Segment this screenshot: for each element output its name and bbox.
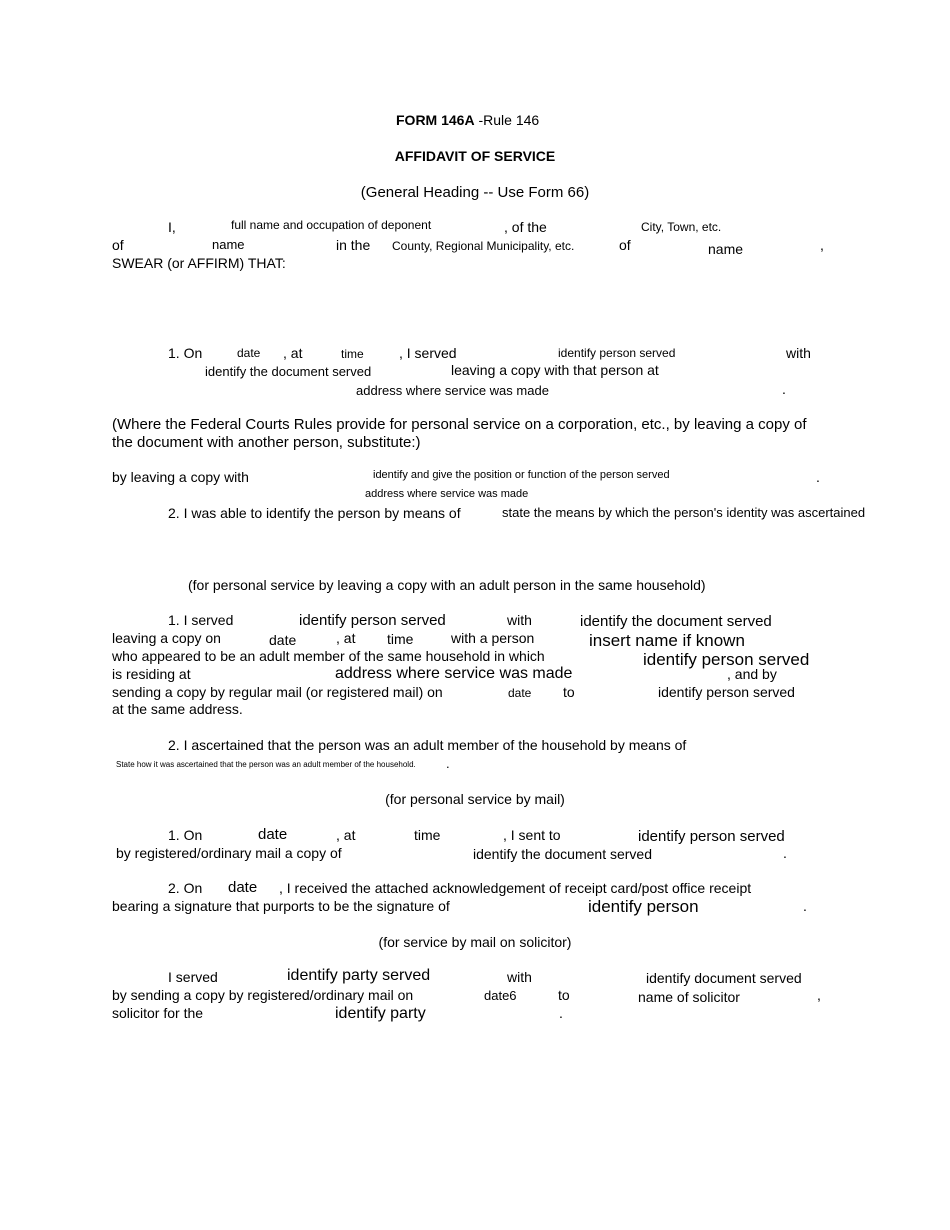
intro-i: I, xyxy=(168,219,176,235)
s3-at: , at xyxy=(336,827,356,843)
intro-of-the: , of the xyxy=(504,219,547,235)
general-heading: (General Heading -- Use Form 66) xyxy=(360,184,590,201)
s1-date-field[interactable]: date xyxy=(237,346,261,360)
s1-time-field[interactable]: time xyxy=(341,347,364,361)
s3-document-field[interactable]: identify the document served xyxy=(473,846,652,862)
s4-i-served: I served xyxy=(168,969,218,985)
s2-p2: 2. I ascertained that the person was an adult member of the household by means of xyxy=(168,737,687,753)
s3-date2-field[interactable]: date xyxy=(228,879,258,896)
s2-same-address: at the same address. xyxy=(112,701,243,717)
s3-period2: . xyxy=(803,898,807,914)
s2-period: . xyxy=(446,756,450,771)
s2-with: with xyxy=(507,612,532,628)
s3-person-served-field[interactable]: identify person served xyxy=(638,828,785,845)
name2-field[interactable]: name xyxy=(708,241,744,257)
s4-solicitor-for: solicitor for the xyxy=(112,1005,204,1021)
s1-by-leaving: by leaving a copy with xyxy=(112,469,249,485)
s2-heading: (for personal service by leaving a copy with an adult person in the same household) xyxy=(188,577,706,593)
s2-sending: sending a copy by regular mail (or registered mail) on xyxy=(112,684,443,700)
s3-p2-on: 2. On xyxy=(168,880,203,896)
s4-period: . xyxy=(559,1005,563,1021)
s2-person-served-field[interactable]: identify person served xyxy=(299,612,446,629)
s3-time-field[interactable]: time xyxy=(414,827,441,843)
s2-time-field[interactable]: time xyxy=(387,631,414,647)
s1-leaving-copy: leaving a copy with that person at xyxy=(451,362,659,378)
s2-adult-member: who appeared to be an adult member of the same household in which xyxy=(112,648,545,664)
s4-party-served-field[interactable]: identify party served xyxy=(287,967,431,984)
swear-statement: SWEAR (or AFFIRM) THAT: xyxy=(112,255,286,271)
s4-solicitor-name-field[interactable]: name of solicitor xyxy=(638,989,740,1005)
s3-heading: (for personal service by mail) xyxy=(385,791,565,807)
s2-is-residing: is residing at xyxy=(112,666,191,682)
s2-date-field[interactable]: date xyxy=(269,632,297,648)
s4-party-field[interactable]: identify party xyxy=(335,1005,426,1022)
s3-sent-to: , I sent to xyxy=(503,827,561,843)
city-field[interactable]: City, Town, etc. xyxy=(641,220,722,234)
s2-with-person: with a person xyxy=(451,630,535,646)
s2-leaving-on: leaving a copy on xyxy=(112,630,221,646)
intro-of: of xyxy=(112,237,124,253)
substitute-note-2: the document with another person, substitute:) xyxy=(112,434,421,451)
s3-p1-on: 1. On xyxy=(168,827,203,843)
s1-period: . xyxy=(782,381,786,397)
s3-received: , I received the attached acknowledgement of receipt card/post office receipt xyxy=(279,880,752,896)
s4-document-field[interactable]: identify document served xyxy=(646,970,802,986)
intro-comma: , xyxy=(820,237,824,253)
s1-at: , at xyxy=(283,345,303,361)
s3-period: . xyxy=(783,845,787,861)
s2-person-served2-field[interactable]: identify person served xyxy=(643,650,810,669)
intro-of2: of xyxy=(619,237,631,253)
document-title: AFFIDAVIT OF SERVICE xyxy=(394,148,556,164)
s1-p1-on: 1. On xyxy=(168,345,203,361)
substitute-note-1: (Where the Federal Courts Rules provide for personal service on a corporation, etc., by leaving a copy of xyxy=(112,416,807,433)
s2-document-field[interactable]: identify the document served xyxy=(580,613,772,630)
s1-means-field[interactable]: state the means by which the person's identity was ascertained xyxy=(502,505,866,520)
s1-address2-field[interactable]: address where service was made xyxy=(365,488,529,500)
s4-with: with xyxy=(507,969,532,985)
county-field[interactable]: County, Regional Municipality, etc. xyxy=(392,239,575,253)
s4-comma: , xyxy=(817,987,821,1003)
s1-p2: 2. I was able to identify the person by means of xyxy=(168,505,461,521)
deponent-field[interactable]: full name and occupation of deponent xyxy=(231,218,432,232)
s2-and-by: , and by xyxy=(727,666,777,682)
s1-address-field[interactable]: address where service was made xyxy=(356,383,549,398)
s2-p1-served: 1. I served xyxy=(168,612,234,628)
name-field[interactable]: name xyxy=(212,237,245,252)
s1-with: with xyxy=(786,345,811,361)
s2-insert-name-field[interactable]: insert name if known xyxy=(589,631,745,650)
s1-person-served-field[interactable]: identify person served xyxy=(558,346,676,360)
s2-state-how-field[interactable]: State how it was ascertained that the person was an adult member of the household. xyxy=(116,760,416,769)
s4-date6-field[interactable]: date6 xyxy=(484,988,517,1003)
s2-person-served3-field[interactable]: identify person served xyxy=(658,684,795,700)
s4-heading: (for service by mail on solicitor) xyxy=(378,934,572,950)
s1-position-field[interactable]: identify and give the position or function of the person served xyxy=(373,469,670,481)
s3-by-mail: by registered/ordinary mail a copy of xyxy=(116,845,342,861)
intro-in-the: in the xyxy=(336,237,371,253)
s2-at: , at xyxy=(336,630,356,646)
s3-identify-person-field[interactable]: identify person xyxy=(588,897,699,916)
s1-period2: . xyxy=(816,469,820,485)
s2-address-field[interactable]: address where service was made xyxy=(335,665,573,682)
s2-to: to xyxy=(563,684,575,700)
s2-date2-field[interactable]: date xyxy=(508,686,532,700)
s3-date-field[interactable]: date xyxy=(258,826,288,843)
s1-i-served: , I served xyxy=(399,345,457,361)
form-title: FORM 146A -Rule 146 xyxy=(396,112,540,128)
s3-bearing: bearing a signature that purports to be the signature of xyxy=(112,898,450,914)
s1-document-field[interactable]: identify the document served xyxy=(205,364,372,379)
s4-to: to xyxy=(558,987,570,1003)
s4-by-sending: by sending a copy by registered/ordinary mail on xyxy=(112,987,414,1003)
